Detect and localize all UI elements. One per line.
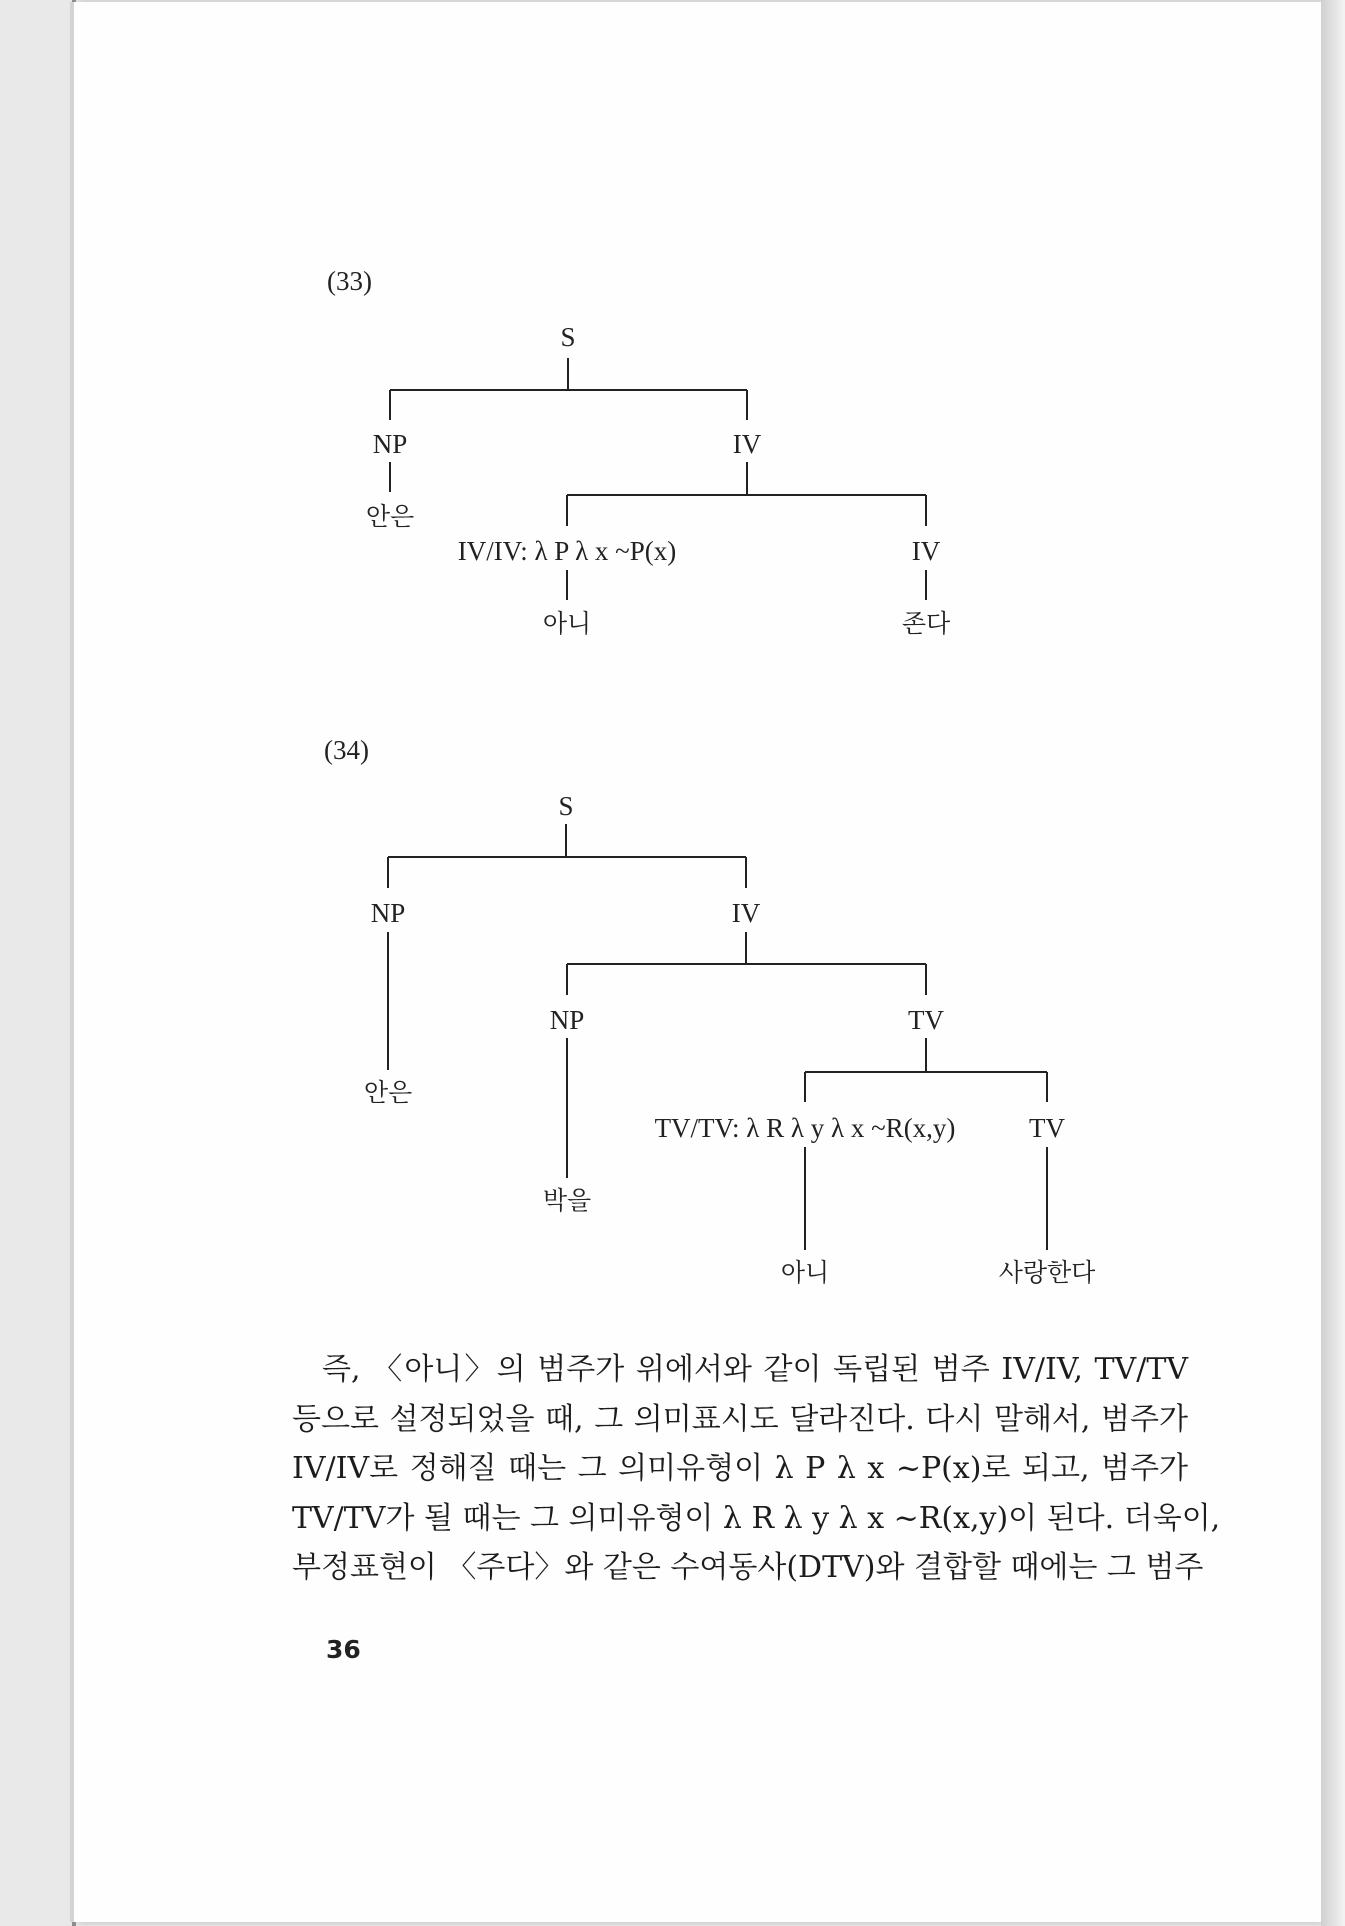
tree34-np2-leaf: 박을 — [542, 1186, 592, 1215]
tree33-iv2-leaf: 존다 — [901, 609, 951, 638]
body-line: IV/IV로 정해질 때는 그 의미유형이 λ P λ x ~P(x)로 되고, 범주가 — [292, 1451, 1188, 1486]
tree34-tv-node: TV — [908, 1005, 944, 1035]
tree33-iv-node: IV — [732, 429, 762, 459]
tree34-np2-node: NP — [549, 1005, 585, 1035]
tree34-np-leaf: 안은 — [363, 1078, 413, 1107]
tree33-ivmod-node: IV/IV: λ P λ x ~P(x) — [457, 536, 677, 566]
tree-34 — [364, 791, 1096, 1287]
example-number-34: (34) — [324, 735, 369, 765]
body-line: 부정표현이 〈주다〉와 같은 수여동사(DTV)와 결합할 때에는 그 범주 — [292, 1550, 1204, 1585]
body-line: TV/TV가 될 때는 그 의미유형이 λ R λ y λ x ~R(x,y)이 된다. 더욱이, — [292, 1500, 1221, 1536]
tree34-np-node: NP — [370, 898, 406, 928]
tree34-iv-node: IV — [731, 898, 761, 928]
tree33-np-leaf: 안은 — [365, 502, 415, 531]
tree33-s-node: S — [560, 322, 576, 352]
tree34-tv2-leaf: 사랑한다 — [998, 1258, 1096, 1287]
tree33-np-node: NP — [372, 429, 408, 459]
tree34-tvmod-node: TV/TV: λ R λ y λ x ~R(x,y) — [654, 1113, 956, 1143]
tree33-ivmod-leaf: 아니 — [542, 609, 592, 638]
tree34-tv2-node: TV — [1029, 1113, 1065, 1143]
body-line: 등으로 설정되었을 때, 그 의미표시도 달라진다. 다시 말해서, 범주가 — [292, 1401, 1188, 1437]
tree-33 — [366, 322, 951, 638]
example-number-33: (33) — [327, 266, 372, 296]
body-paragraph — [292, 1345, 1221, 1593]
tree33-iv2-node: IV — [911, 536, 941, 566]
page-number: 36 — [326, 1635, 361, 1664]
tree34-tvmod-leaf: 아니 — [780, 1258, 830, 1287]
tree34-s-node: S — [558, 791, 574, 821]
body-line: 즉, 〈아니〉의 범주가 위에서와 같이 독립된 범주 IV/IV, TV/TV — [322, 1352, 1188, 1387]
